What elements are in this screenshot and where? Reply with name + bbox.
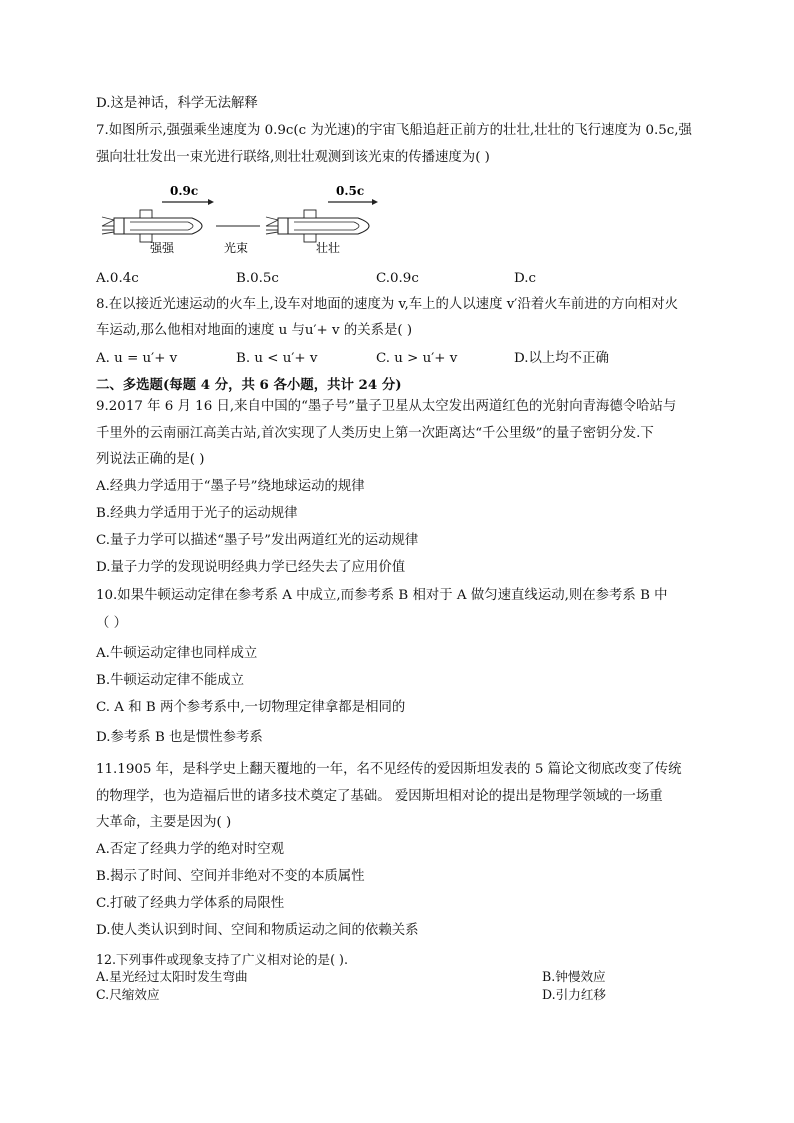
q7-option-c: C.0.9c	[376, 271, 419, 286]
q12-option-b: B.钟慢效应	[542, 969, 606, 984]
q8-stem-line2: 车运动,那么他相对地面的速度 u 与u′+ v 的关系是( )	[96, 323, 413, 338]
label-zhuangzhuang: 壮壮	[316, 241, 341, 254]
q12-option-d: D.引力红移	[542, 987, 607, 1002]
q11-option-d: D.使人类认识到时间、空间和物质运动之间的依赖关系	[96, 923, 419, 938]
label-qiangqiang: 强强	[150, 241, 175, 254]
q11-stem-line1: 11.1905 年，是科学史上翻天覆地的一年，名不见经传的爱因斯坦发表的 5 篇论文彻底改变了传统	[96, 762, 682, 777]
arrowhead-right	[372, 199, 378, 205]
q7-option-a: A.0.4c	[96, 271, 139, 286]
q8-stem-line1: 8.在以接近光速运动的火车上,设车对地面的速度为 v,车上的人以速度 v′沿着火车前进的方向相对火	[96, 297, 679, 312]
arrowhead-left	[208, 199, 214, 205]
q11-stem-line3: 大革命，主要是因为( )	[96, 815, 232, 830]
q6-option-d: D.这是神话，科学无法解释	[96, 96, 258, 111]
speed-label-right: 0.5c	[336, 184, 365, 198]
q11-option-c: C.打破了经典力学体系的局限性	[96, 896, 285, 911]
q10-option-d: D.参考系 B 也是惯性参考系	[96, 730, 263, 745]
q9-stem-line3: 列说法正确的是( )	[96, 452, 205, 467]
q10-option-a: A.牛顿运动定律也同样成立	[96, 646, 258, 661]
q7-rocket-figure	[100, 182, 400, 254]
speed-label-left: 0.9c	[170, 184, 199, 198]
q10-option-c: C. A 和 B 两个参考系中,一切物理定律拿都是相同的	[96, 700, 406, 715]
q9-option-a: A.经典力学适用于“墨子号”绕地球运动的规律	[96, 479, 365, 494]
q9-option-b: B.经典力学适用于光子的运动规律	[96, 506, 298, 521]
q11-option-b: B.揭示了时间、空间并非绝对不变的本质属性	[96, 869, 365, 884]
q9-stem-line1: 9.2017 年 6 月 16 日,来自中国的“墨子号”量子卫星从太空发出两道红色的光射向青海德令哈站与	[96, 399, 677, 414]
q9-option-d: D.量子力学的发现说明经典力学已经失去了应用价值	[96, 560, 406, 575]
rocket-right-icon	[266, 210, 369, 242]
q8-option-d: D.以上均不正确	[514, 351, 609, 366]
q7-option-b: B.0.5c	[236, 271, 279, 286]
q12-option-c: C.尺缩效应	[96, 987, 160, 1002]
q10-stem-line1: 10.如果牛顿运动定律在参考系 A 中成立,而参考系 B 相对于 A 做匀速直线运动,则在参考系 B 中	[96, 588, 668, 603]
q7-stem-line1: 7.如图所示,强强乘坐速度为 0.9c(c 为光速)的宇宙飞船追赶正前方的壮壮,壮壮的飞行速度为 0.5c,强	[96, 123, 692, 138]
q10-option-b: B.牛顿运动定律不能成立	[96, 673, 245, 688]
q9-stem-line2: 千里外的云南丽江高美古站,首次实现了人类历史上第一次距离达“千公里级”的量子密钥分发.下	[96, 426, 654, 441]
q11-stem-line2: 的物理学，也为造福后世的诸多技术奠定了基础。 爱因斯坦相对论的提出是物理学领域的一场重	[96, 789, 663, 804]
rocket-left-icon	[102, 210, 202, 242]
q8-option-a: A. u = u′+ v	[96, 351, 178, 366]
q8-option-b: B. u < u′+ v	[236, 351, 318, 366]
q7-option-d: D.c	[514, 271, 537, 286]
q10-stem-line2: （ ）	[96, 616, 128, 631]
q8-option-c: C. u > u′+ v	[376, 351, 458, 366]
q11-option-a: A.否定了经典力学的绝对时空观	[96, 842, 285, 857]
q9-option-c: C.量子力学可以描述“墨子号”发出两道红光的运动规律	[96, 533, 419, 548]
q7-stem-line2: 强向壮壮发出一束光进行联络,则壮壮观测到该光束的传播速度为( )	[96, 150, 490, 165]
label-light-beam: 光束	[224, 241, 249, 254]
q12-stem: 12.下列事件或现象支持了广义相对论的是( ).	[96, 952, 348, 967]
q12-option-a: A.星光经过太阳时发生弯曲	[96, 969, 248, 984]
section-2-title: 二、多选题(每题 4 分，共 6 各小题，共计 24 分)	[96, 377, 402, 393]
